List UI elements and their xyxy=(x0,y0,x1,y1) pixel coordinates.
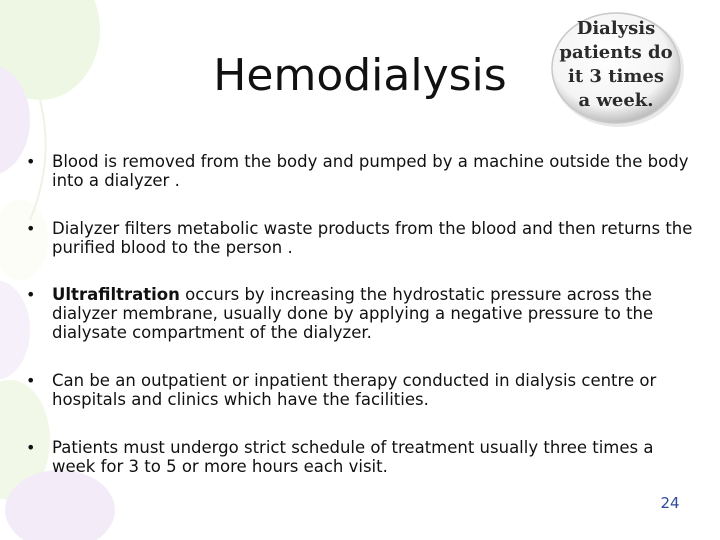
page-number: 24 xyxy=(660,494,680,512)
bullet-item xyxy=(26,438,696,476)
bullet-dot-icon: • xyxy=(26,219,36,238)
slide-title: Hemodialysis xyxy=(213,50,507,101)
badge-line: Dialysis xyxy=(576,18,656,39)
bullet-dot-icon: • xyxy=(26,438,36,457)
bullet-dot-icon: • xyxy=(26,285,36,304)
badge-line: patients do xyxy=(559,42,673,63)
badge-text xyxy=(546,17,686,113)
bullet-item xyxy=(26,371,696,409)
bullet-text: Blood is removed from the body and pumped by a machine outside the body into a dialyzer . xyxy=(52,152,689,190)
bullet-list xyxy=(26,152,696,504)
bullet-item xyxy=(26,152,696,190)
badge-line: a week. xyxy=(578,90,654,111)
dialysis-badge xyxy=(546,10,686,130)
bullet-text: occurs by increasing the hydrostatic pressure across the dialyzer membrane, usually done by applying a negative pressure to the dialysate compartment of the dialyzer. xyxy=(52,285,654,342)
bullet-item xyxy=(26,285,696,342)
bullet-dot-icon: • xyxy=(26,152,36,171)
bullet-text: Patients must undergo strict schedule of treatment usually three times a week for 3 to 5 or more hours each visit. xyxy=(52,438,654,476)
badge-line: it 3 times xyxy=(568,66,664,87)
bullet-dot-icon: • xyxy=(26,371,36,390)
bullet-text: Dialyzer filters metabolic waste products from the blood and then returns the purified blood to the person . xyxy=(52,219,693,257)
bullet-text: Can be an outpatient or inpatient therapy conducted in dialysis centre or hospitals and clinics which have the facilities. xyxy=(52,371,657,409)
bullet-item xyxy=(26,219,696,257)
bullet-bold-text: Ultrafiltration xyxy=(52,285,180,304)
